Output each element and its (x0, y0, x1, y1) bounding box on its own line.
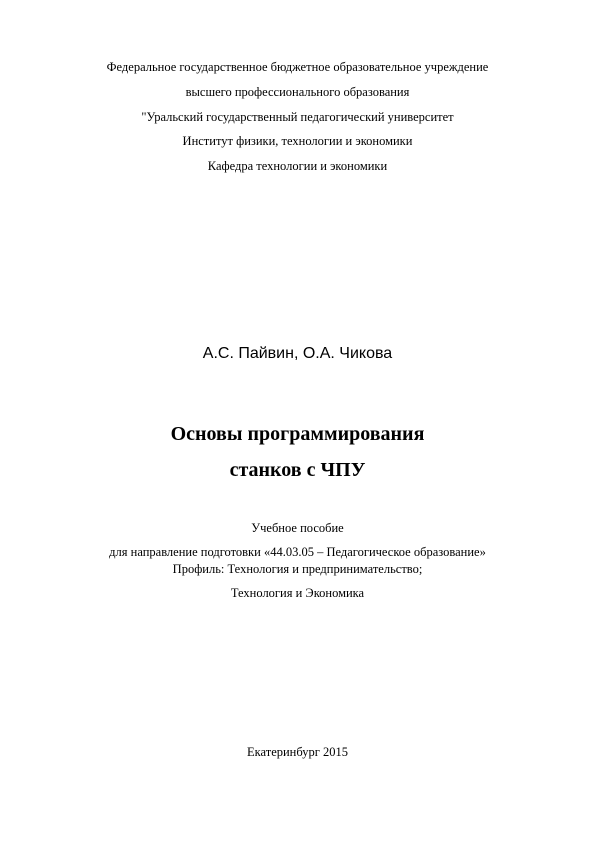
authors: А.С. Пайвин, О.А. Чикова (202, 345, 393, 362)
institution-line-2: высшего профессионального образования (185, 85, 410, 99)
institution-line-3: "Уральский государственный педагогический университет (141, 110, 454, 124)
title-line-1: Основы программирования (170, 423, 425, 445)
institution-line-4: Институт физики, технологии и экономики (182, 134, 413, 148)
study-profile-2: Технология и Экономика (230, 586, 365, 600)
title-line-2: станков с ЧПУ (229, 459, 366, 481)
institution-line-1: Федеральное государственное бюджетное образовательное учреждение (106, 60, 489, 74)
study-direction: для направление подготовки «44.03.05 – Педагогическое образование» (109, 545, 486, 559)
institution-line-5: Кафедра технологии и экономики (207, 159, 388, 173)
study-profile: Профиль: Технология и предпринимательство; (172, 562, 423, 576)
city-year: Екатеринбург 2015 (246, 745, 349, 759)
publication-type: Учебное пособие (251, 521, 344, 535)
